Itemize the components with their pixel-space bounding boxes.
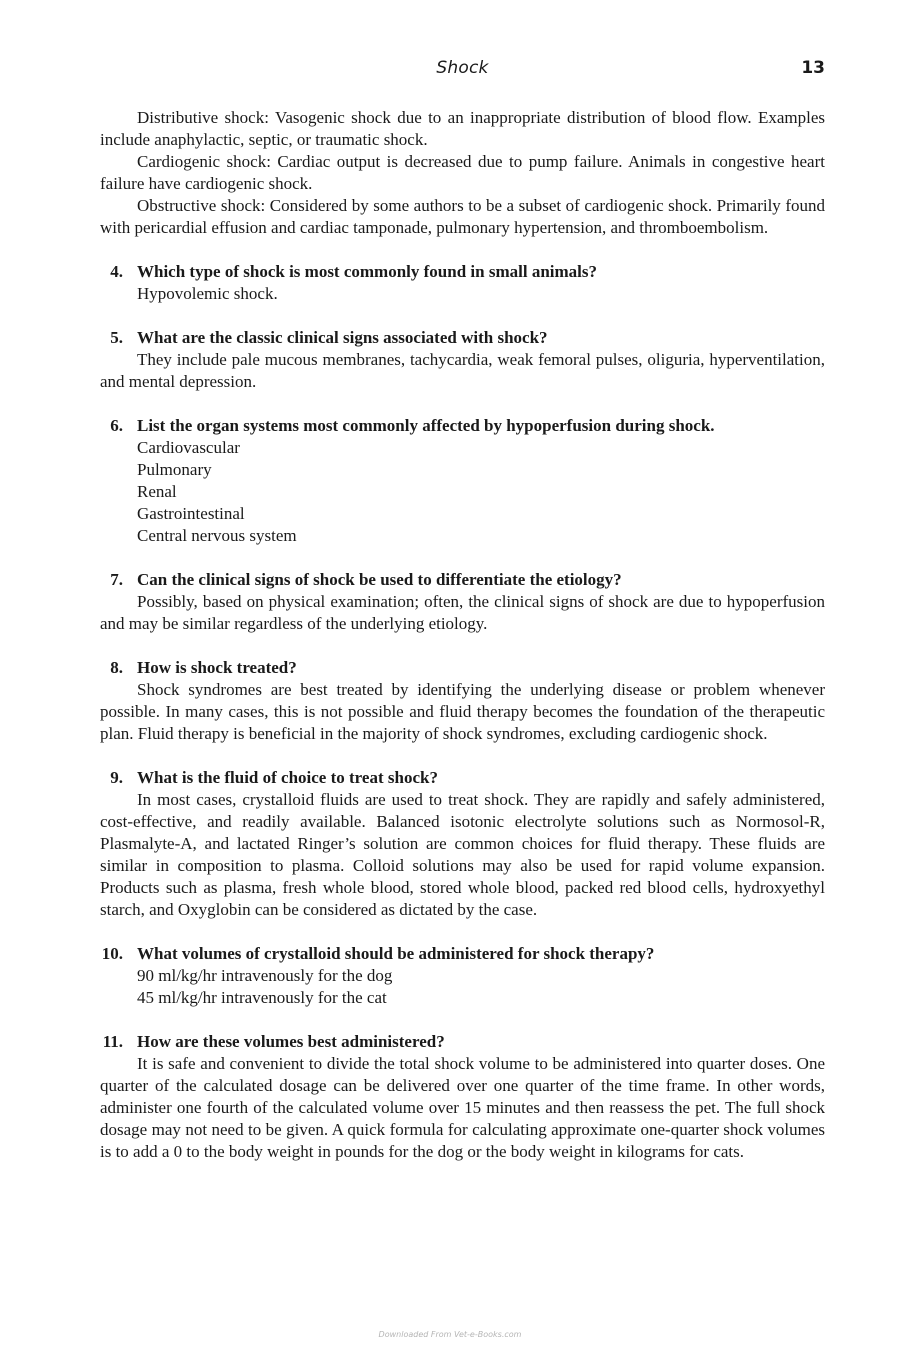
question-heading [100, 657, 825, 679]
list-item: Central nervous system [137, 526, 297, 545]
question-number: 8. [110, 658, 123, 677]
qa-item-10 [100, 943, 825, 1009]
qa-item-7 [100, 569, 825, 635]
answer-line: Hypovolemic shock. [137, 284, 278, 303]
question-number: 9. [110, 768, 123, 787]
page-number: 13 [801, 58, 825, 78]
qa-item-11 [100, 1031, 825, 1163]
footer-watermark: Downloaded From Vet-e-Books.com [378, 1330, 522, 1339]
list-item: Cardiovascular [137, 438, 240, 457]
answer-line: 90 ml/kg/hr intravenously for the dog [137, 966, 393, 985]
question-number: 7. [110, 570, 123, 589]
question-number: 6. [110, 416, 123, 435]
question-number: 10. [101, 944, 123, 963]
answer-paragraph: Possibly, based on physical examination; often, the clinical signs of shock are due to hypoperfusion and may be similar regardless of the underlying etiology. [100, 592, 825, 633]
question-heading [100, 415, 825, 437]
question-text: How is shock treated? [137, 658, 297, 677]
answer-paragraph: They include pale mucous membranes, tachycardia, weak femoral pulses, oliguria, hyperventilation, and mental depression. [100, 350, 825, 391]
question-text: Can the clinical signs of shock be used to differentiate the etiology? [137, 570, 622, 589]
question-heading [100, 943, 825, 965]
paragraph-cardiogenic-shock: Cardiogenic shock: Cardiac output is decreased due to pump failure. Animals in congestive heart failure have cardiogenic shock. [100, 152, 825, 193]
answer-paragraph: Shock syndromes are best treated by identifying the underlying disease or problem whenever possible. In many cases, this is not possible and fluid therapy becomes the foundation of the therapeutic plan. Fluid therapy is beneficial in the majority of shock syndromes, excluding cardiogenic shock. [100, 680, 825, 743]
organ-system-list [100, 437, 825, 547]
question-text: What is the fluid of choice to treat shock? [137, 768, 438, 787]
question-text: What are the classic clinical signs associated with shock? [137, 328, 548, 347]
question-number: 4. [110, 262, 123, 281]
answer-list [100, 965, 825, 1009]
question-heading [100, 327, 825, 349]
qa-item-8 [100, 657, 825, 745]
question-number: 11. [102, 1032, 123, 1051]
question-heading [100, 261, 825, 283]
list-item: Pulmonary [137, 460, 212, 479]
paragraph-obstructive-shock: Obstructive shock: Considered by some authors to be a subset of cardiogenic shock. Primarily found with pericardial effusion and cardiac tamponade, pulmonary hypertension, and thromboembolism. [100, 196, 825, 237]
question-heading [100, 1031, 825, 1053]
question-text: What volumes of crystalloid should be administered for shock therapy? [137, 944, 655, 963]
running-title: Shock [436, 58, 489, 78]
qa-item-6 [100, 415, 825, 547]
page-content [100, 107, 825, 1163]
running-head [100, 58, 825, 84]
answer-paragraph: It is safe and convenient to divide the total shock volume to be administered into quarter doses. One quarter of the calculated dosage can be delivered over one quarter of the time frame. In other words, administer one fourth of the calculated volume over 15 minutes and then reassess the pet. The full shock dosage may not need to be given. A quick formula for calculating approximate one-quarter shock volumes is to add a 0 to the body weight in pounds for the dog or the body weight in kilograms for cats. [100, 1054, 825, 1161]
qa-item-5 [100, 327, 825, 393]
list-item: Gastrointestinal [137, 504, 245, 523]
question-number: 5. [110, 328, 123, 347]
answer-list [100, 283, 825, 305]
paragraph-distributive-shock: Distributive shock: Vasogenic shock due to an inappropriate distribution of blood flow. Examples include anaphylactic, septic, or traumatic shock. [100, 108, 825, 149]
list-item: Renal [137, 482, 177, 501]
question-heading [100, 767, 825, 789]
question-text: List the organ systems most commonly affected by hypoperfusion during shock. [137, 416, 715, 435]
question-text: How are these volumes best administered? [137, 1032, 445, 1051]
qa-item-9 [100, 767, 825, 921]
answer-line: 45 ml/kg/hr intravenously for the cat [137, 988, 387, 1007]
qa-item-4 [100, 261, 825, 305]
answer-paragraph: In most cases, crystalloid fluids are used to treat shock. They are rapidly and safely administered, cost-effective, and readily available. Balanced isotonic electrolyte solutions such as Normosol-R, Plasmalyte-A, and lactated Ringer’s solution are common choices for fluid therapy. These fluids are similar in composition to plasma. Colloid solutions may also be used for rapid volume expansion. Products such as plasma, fresh whole blood, stored whole blood, packed red blood cells, hydroxyethyl starch, and Oxyglobin can be considered as dictated by the case. [100, 790, 825, 919]
question-text: Which type of shock is most commonly found in small animals? [137, 262, 597, 281]
question-heading [100, 569, 825, 591]
